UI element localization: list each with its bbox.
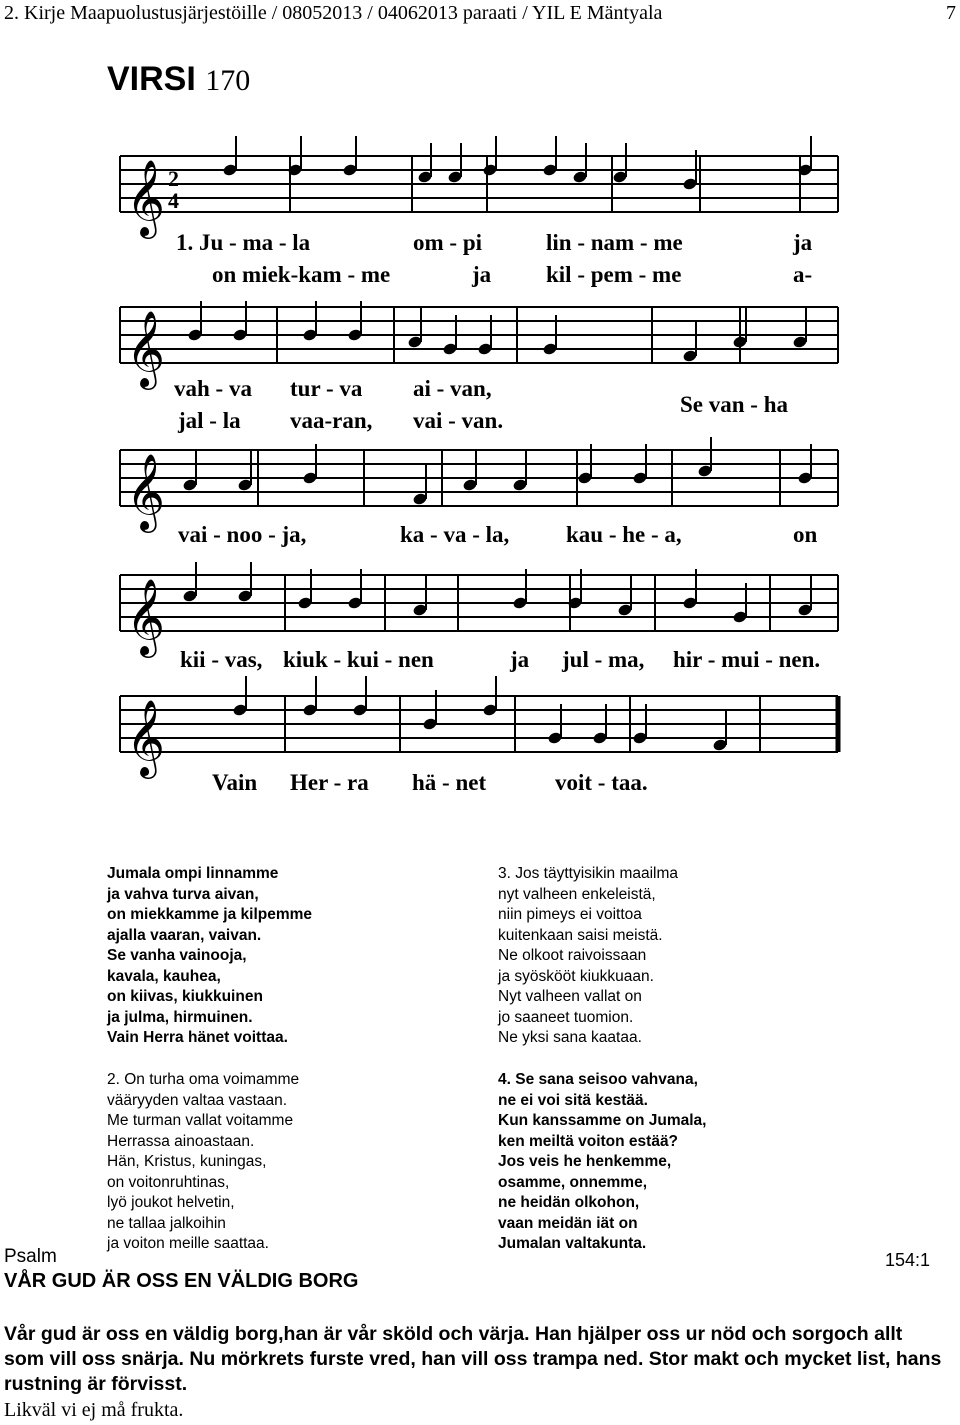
- verse-line: Jos veis he henkemme,: [498, 1153, 672, 1170]
- verse-line: Nyt valheen vallat on: [498, 988, 642, 1005]
- verse-4: [498, 1070, 706, 1255]
- verse-line: kavala, kauhea,: [107, 967, 221, 985]
- lyric: vai - noo - ja,: [178, 522, 307, 547]
- lyric: ka - va - la,: [400, 522, 510, 547]
- lyric: Se van - ha: [680, 392, 788, 417]
- lyric: ja: [472, 262, 492, 287]
- verse-line: vaan meidän iät on: [498, 1214, 638, 1232]
- treble-clef-icon: 𝄞: [126, 310, 166, 387]
- verse-line: ne tallaa jalkoihin: [107, 1214, 226, 1232]
- lyric: Her - ra: [290, 770, 369, 795]
- lyric: tur - va: [290, 376, 363, 401]
- hymn-label: VIRSI: [107, 60, 196, 98]
- verse-line: Kun kanssamme on Jumala,: [498, 1112, 707, 1129]
- verse-line: on kiivas, kiukkuinen: [107, 988, 263, 1005]
- verse-line: nyt valheen enkeleistä,: [498, 885, 656, 903]
- verse-line: ne ei voi sitä kestää.: [498, 1091, 648, 1109]
- verse-line: ne heidän olkohon,: [498, 1194, 640, 1211]
- lyric: hir - mui - nen.: [673, 647, 821, 672]
- verse-line: Jumalan valtakunta.: [498, 1235, 647, 1252]
- lyric: kau - he - a,: [566, 522, 682, 547]
- lyric: jal - la: [178, 408, 241, 433]
- lyric: kii - vas,: [180, 647, 263, 672]
- verse-line: 4. Se sana seisoo vahvana,: [498, 1071, 698, 1088]
- verse-1: [107, 864, 312, 1049]
- verse-line: ja voiton meille saattaa.: [107, 1235, 269, 1252]
- lyric: kiuk - kui - nen: [283, 647, 434, 672]
- verse-line: Se vanha vainooja,: [107, 947, 247, 964]
- verse-line: osamme, onnemme,: [498, 1173, 648, 1191]
- time-signature-top: 2: [168, 166, 179, 191]
- lyric: vah - va: [174, 376, 252, 401]
- verse-line: ken meiltä voiton estää?: [498, 1132, 679, 1150]
- treble-clef-icon: 𝄞: [126, 159, 166, 236]
- verse-2: [107, 1070, 299, 1255]
- psalm-label: Psalm: [4, 1246, 57, 1267]
- psalm-text: Vår gud är oss en väldig borg,han är vår sköld och värja. Han hjälper oss ur nöd och sorgoch allt som vill oss snärja. Nu mörkrets furste vred, han vill oss trampa ned. Stor makt och mycket list, hans rustning är förvisst.: [4, 1323, 942, 1395]
- verse-line: on miekkamme ja kilpemme: [107, 906, 313, 923]
- lyric: ai - van,: [413, 376, 492, 401]
- verse-line: jo saaneet tuomion.: [498, 1008, 634, 1026]
- lyric: Vain: [212, 770, 258, 795]
- verse-line: Vain Herra hänet voittaa.: [107, 1029, 288, 1046]
- lyric: om - pi: [413, 230, 482, 255]
- verse-line: Herrassa ainoastaan.: [107, 1132, 255, 1150]
- lyric: on: [793, 522, 818, 547]
- hymn-number: 170: [205, 64, 251, 97]
- psalm-last-line: Likväl vi ej må frukta.: [4, 1399, 184, 1421]
- lyric: vai - van.: [413, 408, 504, 433]
- verse-line: kuitenkaan saisi meistä.: [498, 926, 663, 944]
- verse-line: 2. On turha oma voimamme: [107, 1071, 300, 1088]
- verse-line: Me turman vallat voitamme: [107, 1112, 294, 1129]
- verse-line: ja syöskööt kiukkuaan.: [498, 967, 654, 985]
- verse-line: Hän, Kristus, kuningas,: [107, 1153, 267, 1170]
- verse-line: on voitonruhtinas,: [107, 1173, 230, 1191]
- treble-clef-icon: 𝄞: [126, 453, 166, 530]
- lyric: lin - nam - me: [546, 230, 683, 255]
- lyric: kil - pem - me: [546, 262, 682, 287]
- verse-line: lyö joukot helvetin,: [107, 1194, 235, 1211]
- treble-clef-icon: 𝄞: [126, 578, 166, 655]
- verse-line: niin pimeys ei voittoa: [498, 906, 642, 923]
- verse-3: [498, 864, 678, 1049]
- lyric: hä - net: [412, 770, 487, 795]
- psalm-title: VÅR GUD ÄR OSS EN VÄLDIG BORG: [4, 1270, 359, 1292]
- verse-line: vääryyden valtaa vastaan.: [107, 1091, 288, 1109]
- verse-line: Ne olkoot raivoissaan: [498, 947, 647, 964]
- lyric: on miek-kam - me: [212, 262, 391, 287]
- page-number: 7: [946, 2, 956, 24]
- psalm-number: 154:1: [884, 1250, 930, 1270]
- lyric: vaa-ran,: [290, 408, 373, 433]
- lyric: ja: [510, 647, 530, 672]
- treble-clef-icon: 𝄞: [126, 699, 166, 776]
- verse-line: ja julma, hirmuinen.: [107, 1008, 253, 1026]
- verse-line: ja vahva turva aivan,: [107, 885, 259, 903]
- verse-line: Jumala ompi linnamme: [107, 865, 279, 882]
- verse-line: 3. Jos täyttyisikin maailma: [498, 865, 679, 882]
- lyric: ja: [793, 230, 813, 255]
- verse-line: Ne yksi sana kaataa.: [498, 1029, 642, 1046]
- time-signature-bottom: 4: [168, 188, 179, 213]
- verse-line: ajalla vaaran, vaivan.: [107, 926, 262, 944]
- lyric: 1. Ju - ma - la: [176, 230, 311, 255]
- lyric: jul - ma,: [562, 647, 645, 672]
- lyric: voit - taa.: [555, 770, 648, 795]
- lyric: a-: [793, 262, 813, 287]
- header-text: 2. Kirje Maapuolustusjärjestöille / 08052013 / 04062013 paraati / YIL E Mäntyala: [4, 2, 663, 24]
